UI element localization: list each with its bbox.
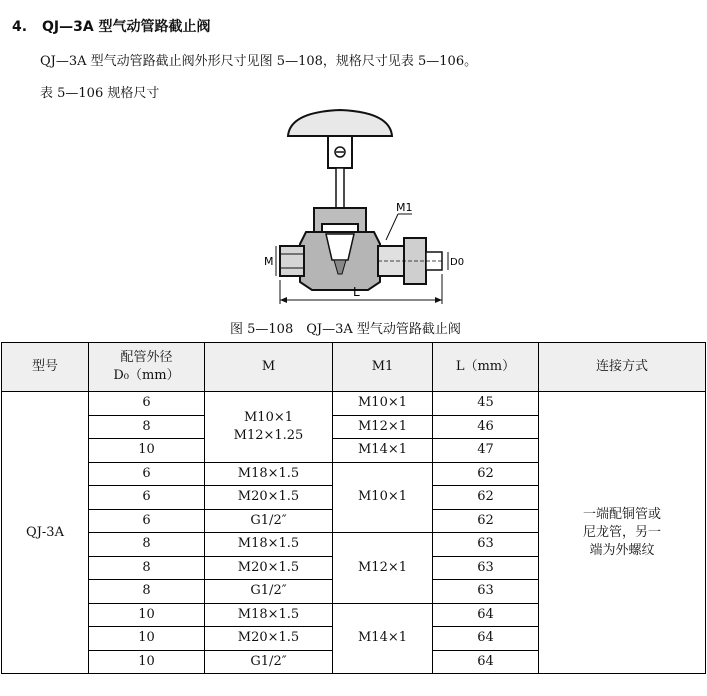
section-heading — [12, 16, 211, 36]
table-header-row — [2, 343, 706, 392]
cell-m1: M12×1 — [333, 533, 433, 604]
cell-m: M20×1.5 — [205, 627, 333, 651]
figure-caption: 图 5—108 QJ—3A 型气动管路截止阀 — [230, 322, 461, 337]
cell-m: M20×1.5 — [205, 556, 333, 580]
table-row — [2, 392, 706, 416]
cell-connection — [539, 392, 706, 674]
cell-d0: 10 — [89, 439, 205, 463]
cell-d0: 8 — [89, 580, 205, 604]
cell-l: 63 — [433, 533, 539, 557]
cell-l: 64 — [433, 650, 539, 674]
label-m: M — [264, 255, 274, 268]
left-port — [280, 246, 304, 276]
bonnet — [314, 208, 366, 234]
cell-d0: 8 — [89, 556, 205, 580]
section-title: QJ—3A 型气动管路截止阀 — [42, 19, 211, 35]
cell-l: 64 — [433, 603, 539, 627]
cell-m-value: M12×1.25 — [233, 427, 304, 443]
cell-d0: 6 — [89, 486, 205, 510]
cell-model: QJ-3A — [2, 392, 89, 674]
cell-m: M20×1.5 — [205, 486, 333, 510]
cell-m1: M14×1 — [333, 603, 433, 674]
handwheel — [288, 110, 392, 136]
valve-drawing — [250, 104, 470, 314]
cell-d0: 10 — [89, 650, 205, 674]
label-l: L — [353, 285, 360, 299]
connection-line: 尼龙管，另一 — [582, 524, 661, 540]
valve-stem — [336, 168, 344, 208]
connection-line: 一端配铜管或 — [582, 506, 661, 522]
cell-l: 45 — [433, 392, 539, 416]
connection-line: 端为外螺纹 — [589, 542, 655, 558]
cell-m: G1/2″ — [205, 580, 333, 604]
header-l: L（mm） — [433, 343, 539, 392]
cell-m1: M14×1 — [333, 439, 433, 463]
cell-l: 62 — [433, 486, 539, 510]
header-pipe-diameter-line1: 配管外径 — [120, 350, 173, 365]
cell-m1: M10×1 — [333, 462, 433, 533]
cell-l: 62 — [433, 462, 539, 486]
spec-table — [1, 342, 706, 674]
label-d0: D0 — [450, 257, 465, 268]
cell-l: 64 — [433, 627, 539, 651]
cell-d0: 6 — [89, 462, 205, 486]
cell-m: G1/2″ — [205, 509, 333, 533]
cell-d0: 8 — [89, 415, 205, 439]
label-m1: M1 — [396, 201, 413, 214]
cell-l: 63 — [433, 580, 539, 604]
cell-m-group — [205, 392, 333, 463]
cell-l: 47 — [433, 439, 539, 463]
section-number: 4. — [12, 19, 28, 35]
cell-m-value: M10×1 — [243, 409, 294, 425]
header-pipe-diameter-line2: D₀（mm） — [113, 368, 180, 383]
cell-m: M18×1.5 — [205, 533, 333, 557]
header-m: M — [205, 343, 333, 392]
header-m1: M1 — [333, 343, 433, 392]
cell-d0: 10 — [89, 627, 205, 651]
cell-d0: 6 — [89, 509, 205, 533]
cell-m1: M10×1 — [333, 392, 433, 416]
cell-d0: 6 — [89, 392, 205, 416]
header-model: 型号 — [2, 343, 89, 392]
header-connection: 连接方式 — [539, 343, 706, 392]
cell-m: M18×1.5 — [205, 603, 333, 627]
cell-m1: M12×1 — [333, 415, 433, 439]
table-title: 表 5—106 规格尺寸 — [40, 86, 160, 101]
cell-d0: 10 — [89, 603, 205, 627]
cell-l: 63 — [433, 556, 539, 580]
cell-d0: 8 — [89, 533, 205, 557]
cell-m: M18×1.5 — [205, 462, 333, 486]
header-pipe-diameter — [89, 343, 205, 392]
intro-paragraph: QJ—3A 型气动管路截止阀外形尺寸见图 5—108，规格尺寸见表 5—106。 — [40, 54, 478, 69]
cell-l: 62 — [433, 509, 539, 533]
cell-l: 46 — [433, 415, 539, 439]
cell-m: G1/2″ — [205, 650, 333, 674]
